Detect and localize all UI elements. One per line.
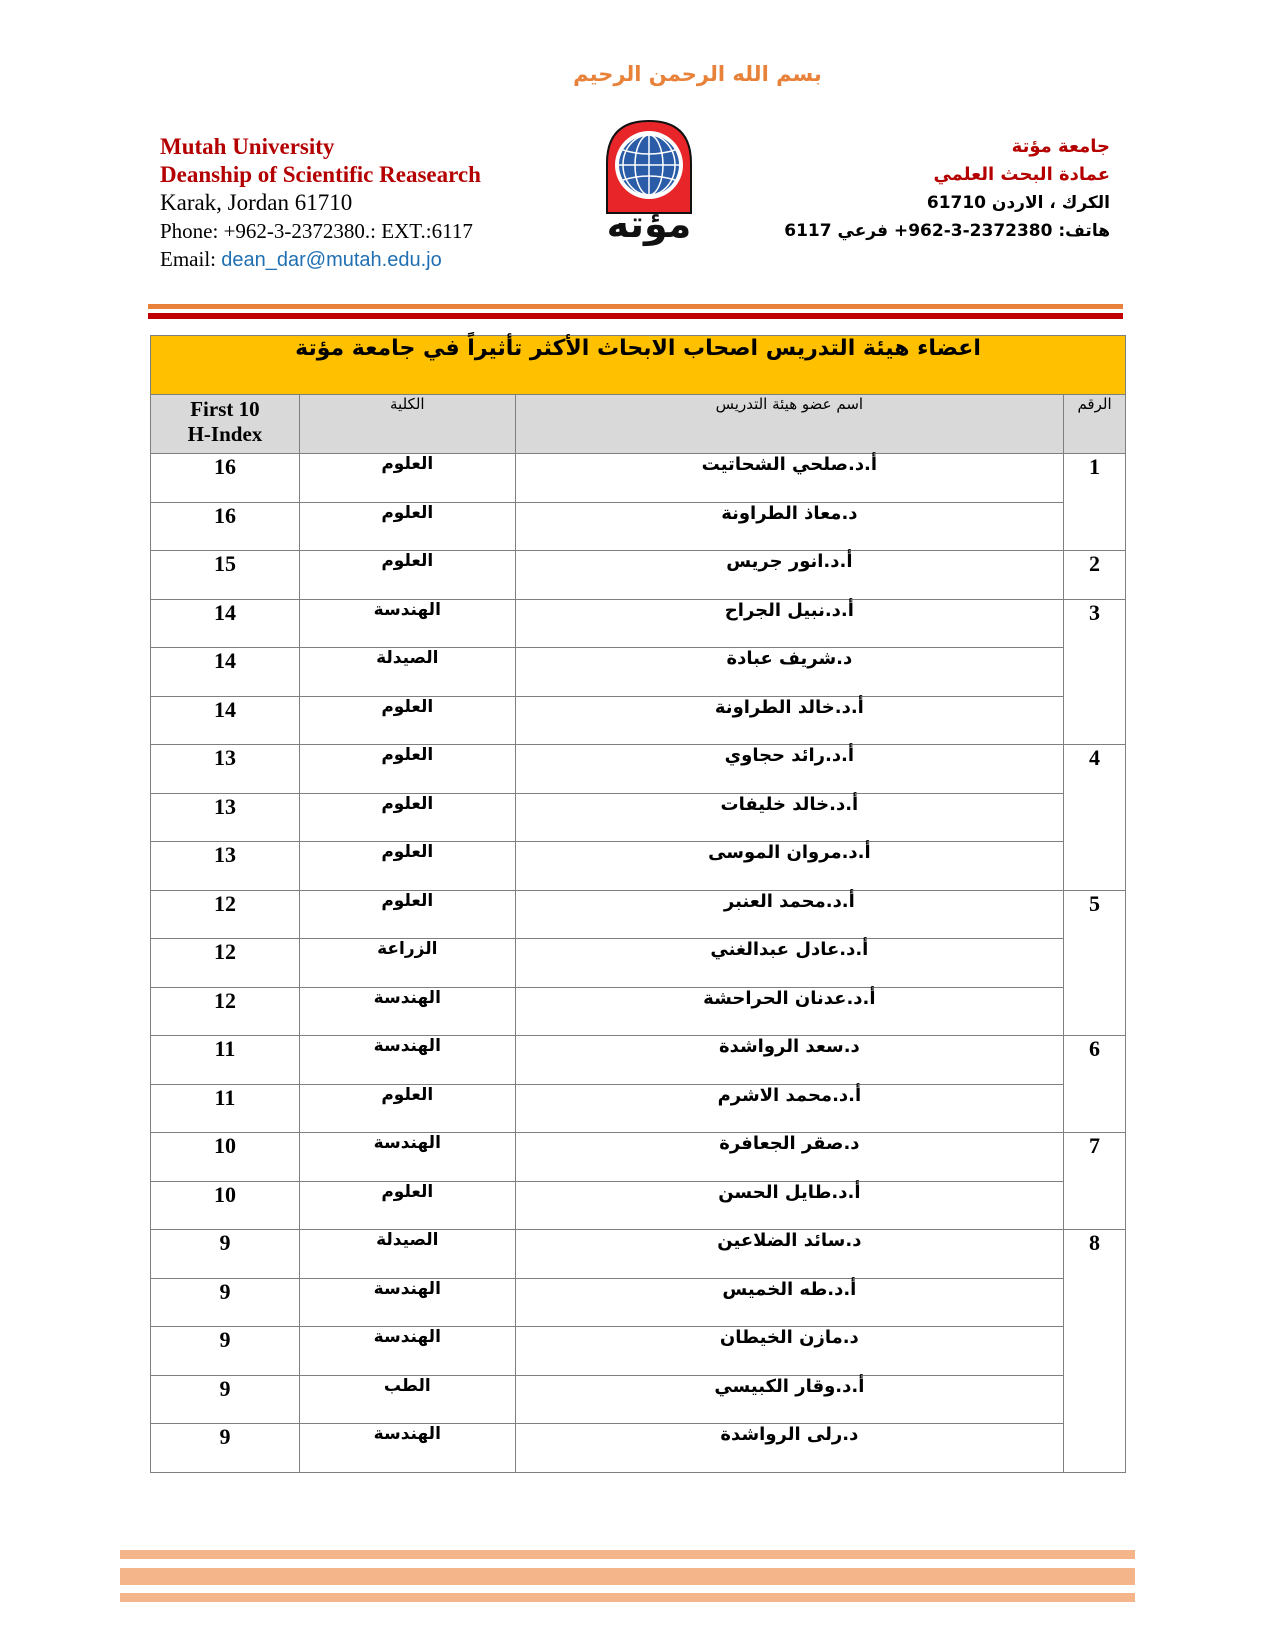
logo-emblem-icon bbox=[585, 113, 713, 248]
column-header-faculty: الكلية bbox=[299, 395, 515, 454]
faculty-cell: الصيدلة bbox=[299, 1230, 515, 1279]
faculty-cell: العلوم bbox=[299, 502, 515, 551]
hindex-cell: 13 bbox=[151, 842, 300, 891]
hindex-cell: 12 bbox=[151, 939, 300, 988]
english-letterhead bbox=[160, 133, 481, 274]
table-row bbox=[151, 696, 1126, 745]
header-divider-orange bbox=[148, 304, 1123, 309]
bismillah-heading: بسم الله الرحمن الرحيم bbox=[573, 62, 822, 86]
table-row bbox=[151, 890, 1126, 939]
faculty-cell: العلوم bbox=[299, 696, 515, 745]
hindex-header-line2: H-Index bbox=[187, 422, 263, 446]
name-cell: أ.د.طايل الحسن bbox=[515, 1181, 1063, 1230]
faculty-cell: الهندسة bbox=[299, 1036, 515, 1085]
column-header-name: اسم عضو هيئة التدريس bbox=[515, 395, 1063, 454]
hindex-cell: 9 bbox=[151, 1327, 300, 1376]
phone-ar: هاتف: 2372380-3-962+ فرعي 6117 bbox=[784, 221, 1110, 241]
address-ar: الكرك ، الاردن 61710 bbox=[926, 193, 1110, 213]
faculty-cell: العلوم bbox=[299, 793, 515, 842]
faculty-cell: العلوم bbox=[299, 745, 515, 794]
table-row bbox=[151, 454, 1126, 503]
table-row bbox=[151, 1133, 1126, 1182]
table-row bbox=[151, 793, 1126, 842]
university-name-ar: جامعة مؤتة bbox=[1011, 136, 1110, 157]
name-cell: أ.د.طه الخميس bbox=[515, 1278, 1063, 1327]
hindex-cell: 13 bbox=[151, 745, 300, 794]
name-cell: أ.د.انور جريس bbox=[515, 551, 1063, 600]
name-cell: أ.د.رائد حجاوي bbox=[515, 745, 1063, 794]
table-row bbox=[151, 599, 1126, 648]
hindex-cell: 14 bbox=[151, 648, 300, 697]
table-row bbox=[151, 1230, 1126, 1279]
rank-cell: 7 bbox=[1064, 1133, 1126, 1230]
university-name-en: Mutah University bbox=[160, 134, 335, 159]
faculty-cell: الهندسة bbox=[299, 1133, 515, 1182]
name-cell: أ.د.وقار الكبيسي bbox=[515, 1375, 1063, 1424]
hindex-cell: 13 bbox=[151, 793, 300, 842]
faculty-cell: الطب bbox=[299, 1375, 515, 1424]
column-header-rank: الرقم bbox=[1064, 395, 1126, 454]
name-cell: أ.د.عادل عبدالغني bbox=[515, 939, 1063, 988]
faculty-cell: الهندسة bbox=[299, 1424, 515, 1473]
hindex-cell: 16 bbox=[151, 454, 300, 503]
name-cell: أ.د.محمد العنبر bbox=[515, 890, 1063, 939]
faculty-cell: العلوم bbox=[299, 1084, 515, 1133]
rank-cell: 3 bbox=[1064, 599, 1126, 745]
table-row bbox=[151, 648, 1126, 697]
footer-band-2 bbox=[120, 1568, 1135, 1585]
table-row bbox=[151, 1084, 1126, 1133]
name-cell: د.معاذ الطراونة bbox=[515, 502, 1063, 551]
name-cell: أ.د.عدنان الحراحشة bbox=[515, 987, 1063, 1036]
faculty-cell: العلوم bbox=[299, 890, 515, 939]
faculty-cell: العلوم bbox=[299, 454, 515, 503]
rank-cell: 8 bbox=[1064, 1230, 1126, 1473]
name-cell: د.مازن الخيطان bbox=[515, 1327, 1063, 1376]
hindex-cell: 9 bbox=[151, 1375, 300, 1424]
name-cell: أ.د.خالد الطراونة bbox=[515, 696, 1063, 745]
hindex-cell: 14 bbox=[151, 696, 300, 745]
name-cell: أ.د.نبيل الجراح bbox=[515, 599, 1063, 648]
hindex-cell: 12 bbox=[151, 890, 300, 939]
email-label: Email: bbox=[160, 247, 222, 271]
name-cell: أ.د.صلحي الشحاتيت bbox=[515, 454, 1063, 503]
table-row bbox=[151, 1375, 1126, 1424]
hindex-cell: 11 bbox=[151, 1084, 300, 1133]
table-title-row bbox=[151, 336, 1126, 395]
header-divider-red bbox=[148, 313, 1123, 319]
table-row bbox=[151, 1424, 1126, 1473]
table-row bbox=[151, 1278, 1126, 1327]
address-en: Karak, Jordan 61710 bbox=[160, 190, 353, 215]
hindex-cell: 14 bbox=[151, 599, 300, 648]
hindex-cell: 15 bbox=[151, 551, 300, 600]
hindex-cell: 9 bbox=[151, 1424, 300, 1473]
footer-band-3 bbox=[120, 1593, 1135, 1602]
table-row bbox=[151, 745, 1126, 794]
svg-text:مؤته: مؤته bbox=[606, 202, 692, 246]
name-cell: د.سائد الضلاعين bbox=[515, 1230, 1063, 1279]
faculty-cell: الزراعة bbox=[299, 939, 515, 988]
table-row bbox=[151, 842, 1126, 891]
table-row bbox=[151, 1181, 1126, 1230]
table-row bbox=[151, 1327, 1126, 1376]
hindex-cell: 9 bbox=[151, 1230, 300, 1279]
hindex-cell: 16 bbox=[151, 502, 300, 551]
hindex-cell: 10 bbox=[151, 1181, 300, 1230]
email-link[interactable]: dean_dar@mutah.edu.jo bbox=[221, 249, 442, 271]
faculty-cell: الهندسة bbox=[299, 987, 515, 1036]
name-cell: أ.د.مروان الموسى bbox=[515, 842, 1063, 891]
rank-cell: 4 bbox=[1064, 745, 1126, 891]
hindex-table bbox=[150, 335, 1126, 1473]
name-cell: د.سعد الرواشدة bbox=[515, 1036, 1063, 1085]
faculty-cell: الهندسة bbox=[299, 599, 515, 648]
hindex-cell: 10 bbox=[151, 1133, 300, 1182]
hindex-cell: 9 bbox=[151, 1278, 300, 1327]
name-cell: د.شريف عبادة bbox=[515, 648, 1063, 697]
faculty-cell: الهندسة bbox=[299, 1327, 515, 1376]
footer-band-1 bbox=[120, 1550, 1135, 1559]
hindex-cell: 11 bbox=[151, 1036, 300, 1085]
column-header-hindex bbox=[151, 395, 300, 454]
name-cell: أ.د.خالد خليفات bbox=[515, 793, 1063, 842]
table-row bbox=[151, 987, 1126, 1036]
table-row bbox=[151, 939, 1126, 988]
arabic-letterhead bbox=[784, 133, 1110, 245]
name-cell: أ.د.محمد الاشرم bbox=[515, 1084, 1063, 1133]
table-row bbox=[151, 551, 1126, 600]
rank-cell: 2 bbox=[1064, 551, 1126, 600]
university-logo bbox=[585, 113, 713, 248]
rank-cell: 6 bbox=[1064, 1036, 1126, 1133]
phone-en: Phone: +962-3-2372380.: EXT.:6117 bbox=[160, 219, 473, 243]
faculty-cell: الهندسة bbox=[299, 1278, 515, 1327]
rank-cell: 1 bbox=[1064, 454, 1126, 551]
hindex-header-line1: First 10 bbox=[190, 397, 260, 421]
email-line bbox=[160, 245, 481, 274]
rank-cell: 5 bbox=[1064, 890, 1126, 1036]
faculty-cell: العلوم bbox=[299, 842, 515, 891]
table-header-row bbox=[151, 395, 1126, 454]
name-cell: د.رلى الرواشدة bbox=[515, 1424, 1063, 1473]
faculty-cell: الصيدلة bbox=[299, 648, 515, 697]
table-title: اعضاء هيئة التدريس اصحاب الابحاث الأكثر تأثيراً في جامعة مؤتة bbox=[151, 336, 1126, 395]
deanship-name-en: Deanship of Scientific Reasearch bbox=[160, 162, 481, 187]
name-cell: د.صقر الجعافرة bbox=[515, 1133, 1063, 1182]
hindex-cell: 12 bbox=[151, 987, 300, 1036]
deanship-name-ar: عمادة البحث العلمي bbox=[933, 164, 1110, 185]
faculty-cell: العلوم bbox=[299, 1181, 515, 1230]
table-row bbox=[151, 1036, 1126, 1085]
faculty-cell: العلوم bbox=[299, 551, 515, 600]
table-row bbox=[151, 502, 1126, 551]
